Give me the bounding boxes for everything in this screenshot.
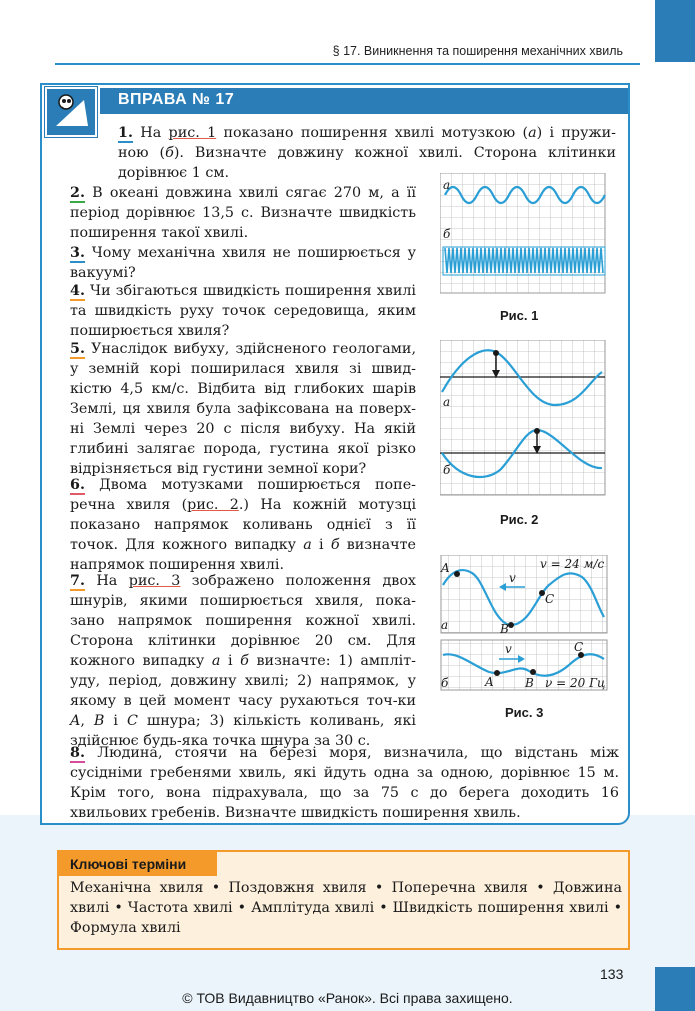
- figure-1: [440, 173, 610, 298]
- fig1-caption: Рис. 1: [500, 308, 539, 323]
- velocity-label: v: [505, 642, 512, 656]
- corner-tab: [655, 0, 695, 62]
- point-A: [494, 670, 500, 676]
- question-number: 4.: [70, 283, 85, 299]
- question-number: 3.: [70, 245, 85, 261]
- question-number: 7.: [70, 573, 85, 589]
- label-C: C: [545, 592, 555, 606]
- question-3: 3. Чому механічна хвиля не поширюється у вакуумі?: [70, 245, 416, 281]
- label-B: B: [500, 622, 509, 636]
- section-header: § 17. Виникнення та поширення механічних хвиль: [332, 44, 623, 58]
- figure-reference[interactable]: рис. 2: [187, 497, 239, 513]
- fig3-label-a: а: [441, 618, 449, 632]
- question-2: 2. В океані довжина хвилі сягає 270 м, а її період дорівнює 13,5 с. Визначте швидкість поширення такої хвилі.: [70, 185, 416, 241]
- velocity-label: v: [509, 571, 516, 585]
- fig1-label-a: а: [443, 178, 451, 192]
- page-number: 133: [600, 966, 624, 982]
- fig2-label-b: б: [443, 463, 451, 477]
- label-C: C: [574, 640, 584, 654]
- question-4: 4. Чи збігаються швидкість поширення хвилі та швидкість руху точок середовища, яким поширюється хвиля?: [70, 283, 416, 339]
- question-number: 1.: [118, 125, 133, 141]
- mascot-icon: [44, 86, 98, 138]
- label-B: B: [525, 676, 534, 690]
- question-6: 6. Двома мотузками поширюється попе-речна хвиля (рис. 2.) На кожній мотузці показано напрямок коливань однієї з її точок. Для кожного випадку а і б визначте напрямок поширення хвилі.: [70, 477, 417, 573]
- figure-3: [437, 555, 612, 695]
- question-number: 5.: [70, 341, 85, 357]
- figure-2: [440, 340, 610, 500]
- frequency-label: ν = 20 Гц: [545, 676, 606, 690]
- label-A: A: [441, 561, 450, 575]
- fig2-caption: Рис. 2: [500, 512, 539, 527]
- grid: [440, 340, 605, 495]
- question-number: 8.: [70, 745, 85, 761]
- fig3-label-b: б: [441, 676, 449, 690]
- point-A: [454, 571, 460, 577]
- question-number: 6.: [70, 477, 85, 493]
- question-number: 2.: [70, 185, 85, 201]
- question-5: 5. Унаслідок вибуху, здійсненого геологами, у земній корі поширилася хвиля зі швид-кістю 4,5 км/с. Відбита від глибоких шарів Землі, ця хвиля була зафіксована на поверх-ні Землі через 20 с після вибуху. На якій глибині залягає порода, густина якої різко відрізняється від густини земної кори?: [70, 341, 416, 477]
- fig3-caption: Рис. 3: [505, 705, 544, 720]
- figure-reference[interactable]: рис. 3: [128, 573, 181, 589]
- speed-label: v = 24 м/с: [540, 557, 605, 571]
- question-1: 1. На рис. 1 показано поширення хвилі мотузкою (а) і пружи-ною (б). Визначте довжину кожної хвилі. Сторона клітинки дорівнює 1 см.: [118, 125, 616, 181]
- point-B: [508, 622, 514, 628]
- copyright: © ТОВ Видавництво «Ранок». Всі права захищено.: [182, 990, 513, 1006]
- key-terms-list: Механічна хвиля • Поздовжня хвиля • Поперечна хвиля • Довжина хвилі • Частота хвилі • Амплітуда хвилі • Швидкість поширення хвилі • Формула хвилі: [70, 880, 622, 936]
- exercise-title: ВПРАВА № 17: [118, 91, 235, 108]
- key-terms-title: Ключові терміни: [70, 856, 187, 872]
- header-rule: [55, 63, 640, 65]
- fig2-label-a: а: [443, 395, 451, 409]
- question-8: 8. Людина, стоячи на березі моря, визначила, що відстань між сусідніми гребенями хвиль, які йдуть одна за одною, дорівнює 15 м. Крім того, вона підрахувала, що за 75 с до берега доходить 16 хвильових гребенів. Визначте швидкість поширення хвиль.: [70, 745, 620, 821]
- figure-reference[interactable]: рис. 1: [168, 125, 217, 141]
- point-B: [530, 669, 536, 675]
- question-7: 7. На рис. 3 зображено положення двох шнурів, якими поширюється хвиля, пока-зано напрямок поширення кожної хвилі. Сторона клітинки дорівнює 20 см. Для кожного випадку а і б визначте: 1) ампліт-уду, період, довжину хвилі; 2) напрямок, у якому в цей момент часу рухаються точ-ки A, B і C шнура; 3) кількість коливань, які здійснює будь-яка точка шнура за 30 с.: [70, 573, 416, 749]
- label-A: A: [485, 675, 494, 689]
- fig1-label-b: б: [443, 227, 451, 241]
